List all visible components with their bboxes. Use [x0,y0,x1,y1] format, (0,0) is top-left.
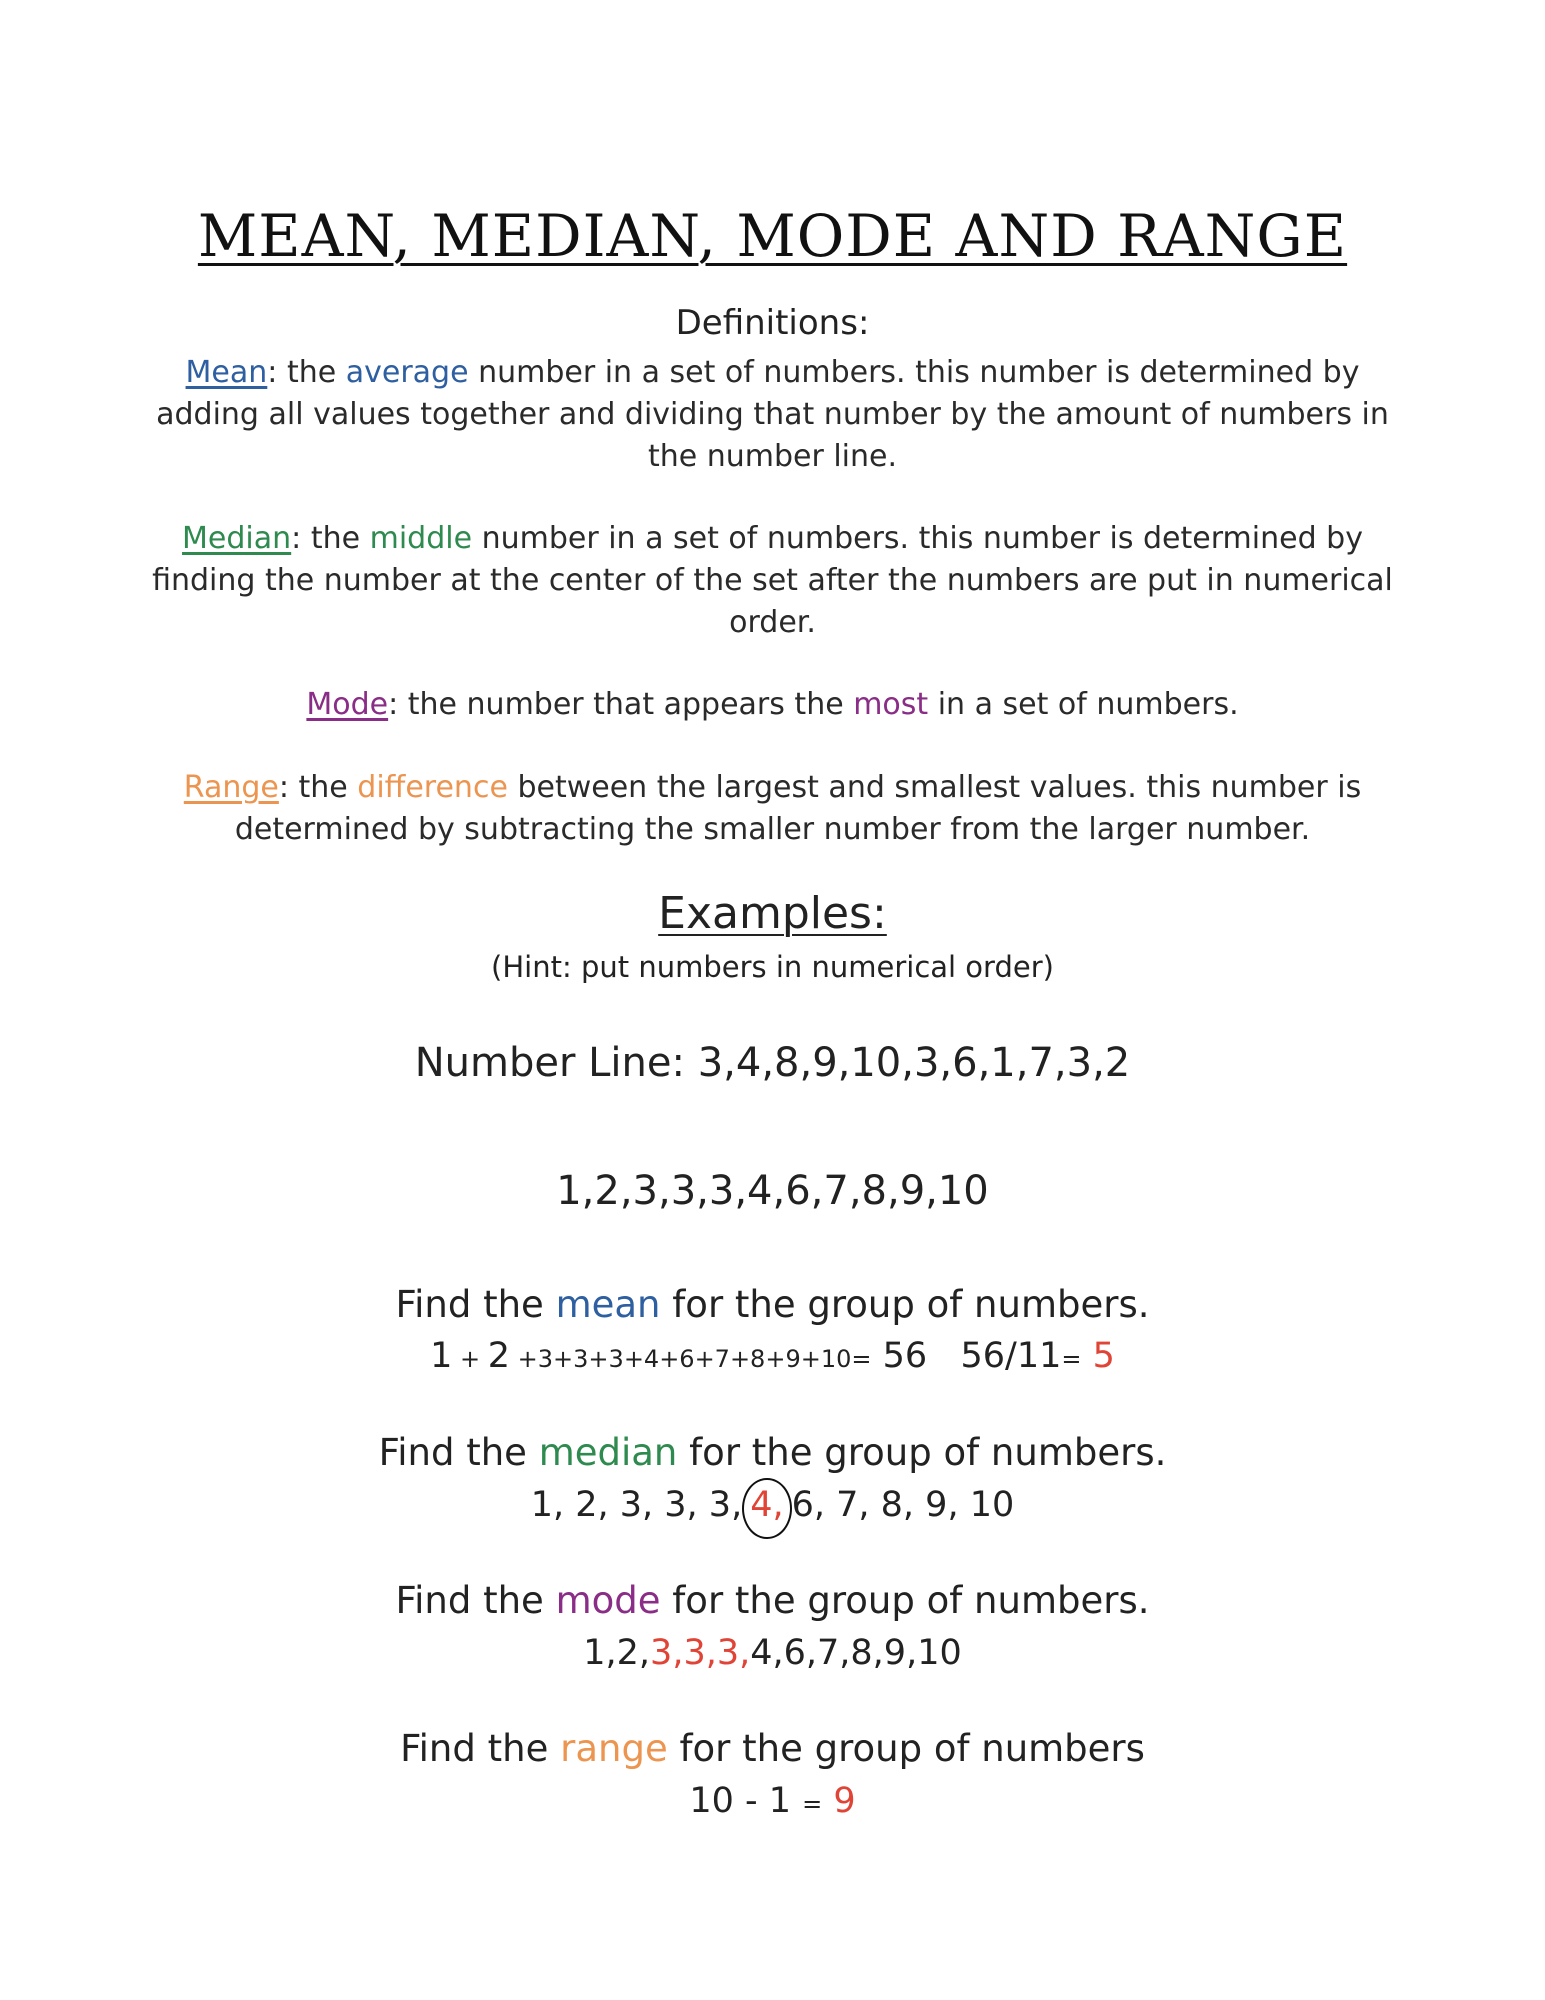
range-result: 9 [822,1781,856,1821]
question-suffix-range: for the group of numbers [667,1727,1145,1770]
question-prefix: Find the [378,1431,539,1474]
keyword-difference: difference [357,770,508,805]
range-expression: 10 - 1 [689,1781,803,1821]
definition-median [140,518,1405,644]
page-title: MEAN, MEDIAN, MODE AND RANGE [197,202,1348,270]
question-keyword-mean: mean [555,1283,661,1326]
definition-mode-sep: : the number that appears the [388,687,854,722]
question-suffix: for the group of numbers. [660,1283,1150,1326]
definition-mode-text: in a set of numbers. [928,687,1239,722]
mode-after: 4,6,7,8,9,10 [750,1633,962,1673]
definition-mean-sep: : the [267,355,346,390]
mean-sum-terms: +3+3+3+4+6+7+8+9+10= [510,1345,872,1373]
question-mean [0,1283,1545,1326]
mean-term-one: 1 [430,1336,453,1376]
question-prefix: Find the [400,1727,561,1770]
question-keyword-mode: mode [555,1579,661,1622]
mean-result: 5 [1081,1336,1115,1376]
definition-mean-text: number in a set of numbers. this number is determined by adding all values together and dividing that number by the amount of numbers in the number line. [156,355,1389,474]
mode-highlight: 3,3,3, [650,1633,751,1673]
question-suffix: for the group of numbers. [677,1431,1167,1474]
question-prefix: Find the [395,1579,556,1622]
definition-median-text: number in a set of numbers. this number is determined by finding the number at the center of the set after the numbers are put in numerical order. [152,521,1393,640]
keyword-average: average [345,355,469,390]
median-before: 1, 2, 3, 3, 3, [530,1485,743,1525]
question-mode [0,1579,1545,1622]
answer-range [0,1781,1545,1821]
definition-mode [140,684,1405,726]
mean-term-two: 2 [487,1336,511,1376]
examples-heading: Examples: [658,888,887,939]
definition-range-text: between the largest and smallest values. this number is determined by subtracting the smaller number from the larger number. [234,770,1362,847]
number-line: Number Line: 3,4,8,9,10,3,6,1,7,3,2 [414,1040,1131,1086]
question-median [0,1431,1545,1474]
sorted-number-line: 1,2,3,3,3,4,6,7,8,9,10 [556,1168,989,1214]
answer-mode [0,1633,1545,1673]
definition-range [140,767,1405,851]
question-range [0,1727,1545,1770]
question-suffix: for the group of numbers. [660,1579,1150,1622]
median-after: 6, 7, 8, 9, 10 [791,1485,1015,1525]
term-median: Median [182,521,292,556]
term-range: Range [183,770,279,805]
question-prefix: Find the [395,1283,556,1326]
question-keyword-range: range [560,1727,668,1770]
mean-equals: = [1061,1345,1082,1373]
keyword-middle: middle [369,521,473,556]
median-circled-value: 4, [742,1478,791,1539]
question-keyword-median: median [538,1431,678,1474]
answer-median [0,1485,1545,1525]
term-mean: Mean [185,355,268,390]
definitions-heading: Definitions: [675,303,870,343]
keyword-most: most [853,687,929,722]
definition-median-sep: : the [291,521,370,556]
mean-total: 56 56/11 [871,1336,1062,1376]
range-equals: = [802,1790,823,1818]
term-mode: Mode [306,687,389,722]
mean-plus: + [452,1345,488,1373]
definition-mean [140,352,1405,478]
hint-text: (Hint: put numbers in numerical order) [491,950,1054,984]
definition-range-sep: : the [278,770,358,805]
mode-before: 1,2, [583,1633,651,1673]
answer-mean [0,1336,1545,1376]
